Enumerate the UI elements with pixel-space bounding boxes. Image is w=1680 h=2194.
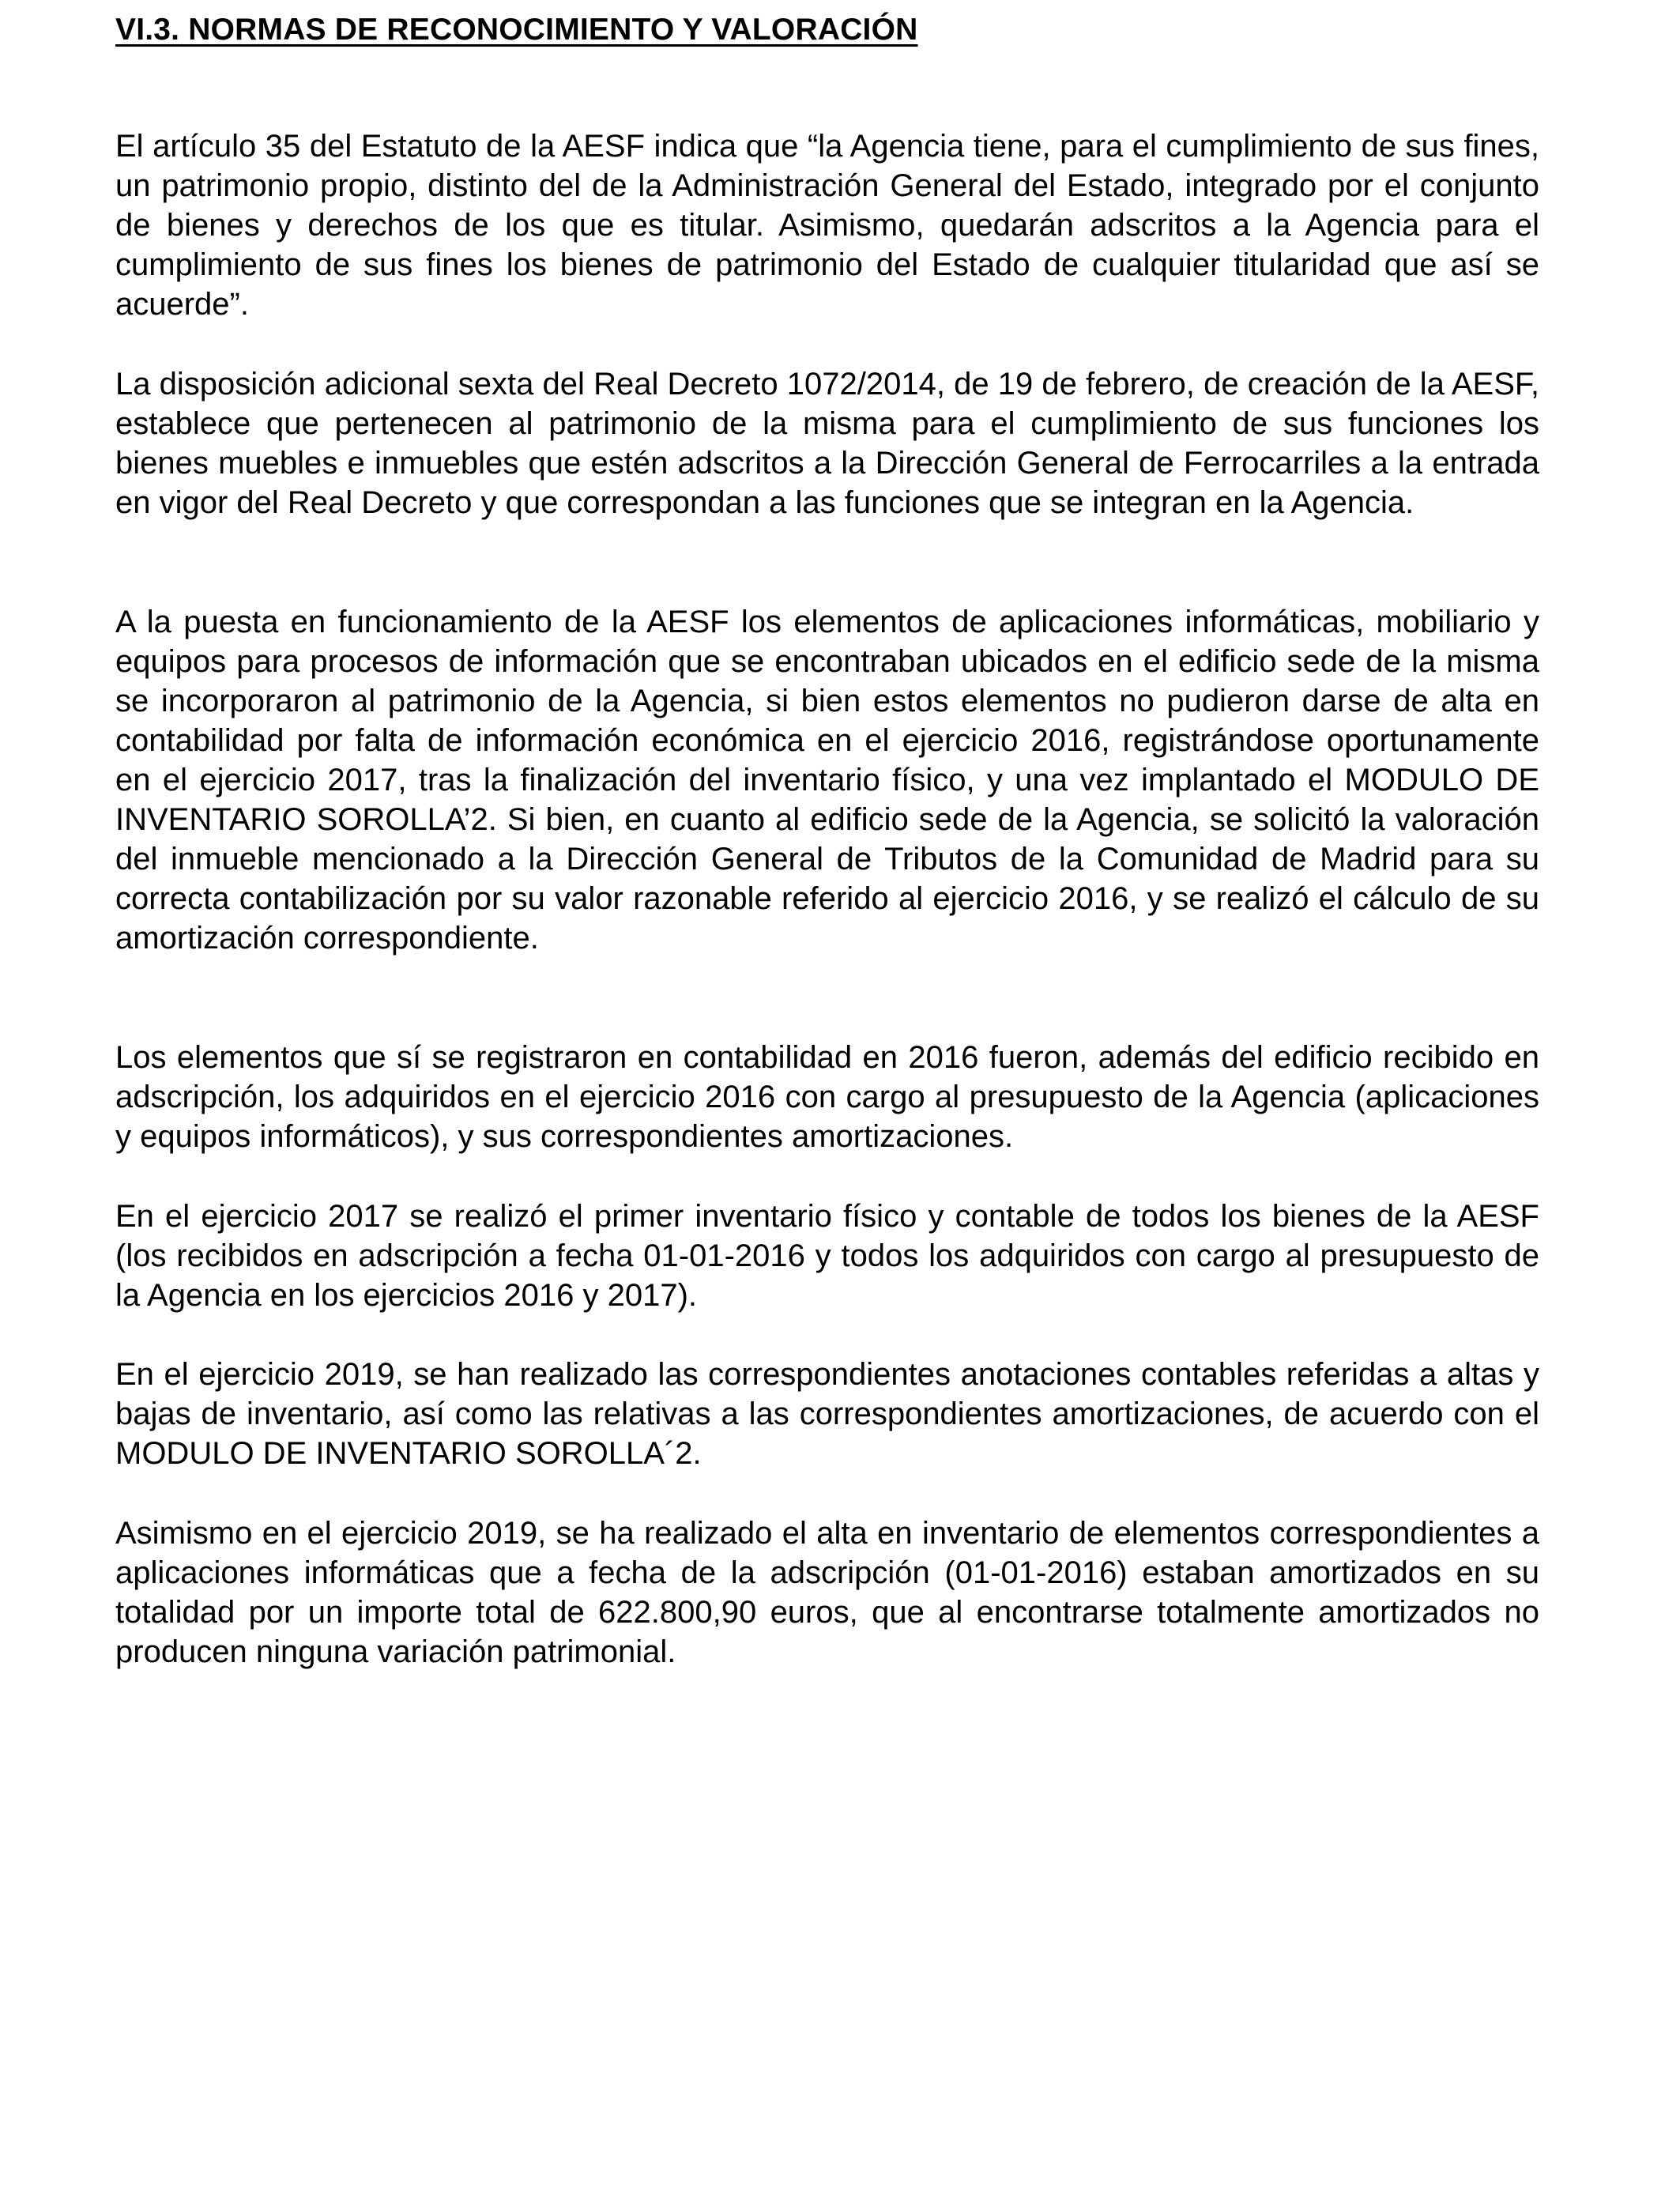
paragraph-alta-inventario-2019: Asimismo en el ejercicio 2019, se ha realizado el alta en inventario de elementos correspondientes a aplicaciones informáticas que a fecha de la adscripción (01-01-2016) estaban amortizados en su totalidad por un importe total de 622.800,90 euros, que al encontrarse totalmente amortizados no producen ninguna variación patrimonial. xyxy=(115,1516,1539,1669)
paragraph-inventario-2017: En el ejercicio 2017 se realizó el primer inventario físico y contable de todos los bienes de la AESF (los recibidos en adscripción a fecha 01-01-2016 y todos los adquiridos con cargo al presupuesto de la Agencia en los ejercicios 2016 y 2017). xyxy=(115,1199,1539,1313)
paragraph-puesta-en-funcionamiento: A la puesta en funcionamiento de la AESF los elementos de aplicaciones informáticas, mobiliario y equipos para procesos de información que se encontraban ubicados en el edificio sede de la misma se incorporaron al patrimonio de la Agencia, si bien estos elementos no pudieron darse de alta en contabilidad por falta de información económica en el ejercicio 2016, registrándose oportunamente en el ejercicio 2017, tras la finalización del inventario físico, y una vez implantado el MODULO DE INVENTARIO SOROLLA’2. Si bien, en cuanto al edificio sede de la Agencia, se solicitó la valoración del inmueble mencionado a la Dirección General de Tributos de la Comunidad de Madrid para su correcta contabilización por su valor razonable referido al ejercicio 2016, y se realizó el cálculo de su amortización correspondiente. xyxy=(115,605,1539,956)
paragraph-elementos-2016: Los elementos que sí se registraron en contabilidad en 2016 fueron, además del edificio recibido en adscripción, los adquiridos en el ejercicio 2016 con cargo al presupuesto de la Agencia (aplicaciones y equipos informáticos), y sus correspondientes amortizaciones. xyxy=(115,1040,1539,1154)
paragraph-real-decreto: La disposición adicional sexta del Real Decreto 1072/2014, de 19 de febrero, de creación de la AESF, establece que pertenecen al patrimonio de la misma para el cumplimiento de sus funciones los bienes muebles e inmuebles que estén adscritos a la Dirección General de Ferrocarriles a la entrada en vigor del Real Decreto y que correspondan a las funciones que se integran en la Agencia. xyxy=(115,367,1539,520)
paragraph-estatuto: El artículo 35 del Estatuto de la AESF indica que “la Agencia tiene, para el cumplimiento de sus fines, un patrimonio propio, distinto del de la Administración General del Estado, integrado por el conjunto de bienes y derechos de los que es titular. Asimismo, quedarán adscritos a la Agencia para el cumplimiento de sus fines los bienes de patrimonio del Estado de cualquier titularidad que así se acuerde”. xyxy=(115,129,1539,322)
section-heading: VI.3. NORMAS DE RECONOCIMIENTO Y VALORACIÓN xyxy=(115,13,918,47)
paragraph-ejercicio-2019: En el ejercicio 2019, se han realizado las correspondientes anotaciones contables referidas a altas y bajas de inventario, así como las relativas a las correspondientes amortizaciones, de acuerdo con el MODULO DE INVENTARIO SOROLLA´2. xyxy=(115,1357,1539,1471)
